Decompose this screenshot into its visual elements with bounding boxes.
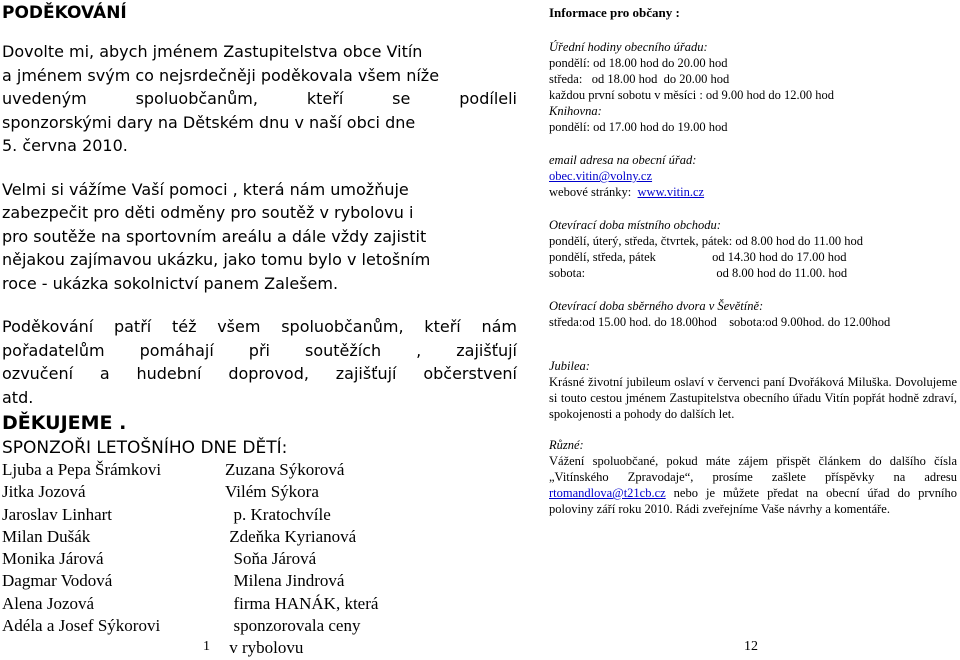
misc-text: Vážení spoluobčané, pokud máte zájem přispět článkem do dalšího čísla „Vitínského Zpravodaje“, prosíme zašlete příspěvky na adresu rtomandlova@t21cb.cz nebo je můžete předat na obecní úřad do prvního poloviny září roku 2010. Rádi zveřejníme Vaše návrhy a komentáře. (549, 454, 957, 516)
support-paragraph (2, 178, 517, 296)
text-line: 5. června 2010. (2, 136, 128, 155)
sponsor-row: Milan Dušák Zdeňka Kyrianová (2, 526, 357, 546)
text-line: sponzorskými dary na Dětském dnu v naší obci dne (2, 112, 416, 132)
jubilee-text: Krásné životní jubileum oslaví v červenci paní Dvořáková Miluška. Dovolujeme si touto cestou jménem Zastupitelstva obecního úřadu Vitín popřát hodně zdraví, spokojenosti a pohody do dalších let. (549, 375, 957, 421)
office-hours-line: středa: od 18.00 hod do 20.00 hod (549, 72, 730, 86)
text-line: pro soutěže na sportovním areálu a dále vždy zajistit (2, 226, 427, 246)
office-hours-section (549, 39, 957, 135)
sponsor-row: Jitka Jozová Vilém Sýkora (2, 482, 319, 502)
page-number-right: 12 (744, 639, 758, 654)
waste-yard-heading: Otevírací doba sběrného dvora v Ševětíně: (549, 299, 764, 313)
office-hours-heading: Úřední hodiny obecního úřadu: (549, 40, 708, 54)
intro-paragraph (2, 40, 517, 158)
shop-hours-line: pondělí, úterý, středa, čtvrtek, pátek: od 8.00 hod do 11.00 hod (549, 234, 864, 248)
text-line: Dovolte mi, abych jménem Zastupitelstva obce Vitín (2, 42, 423, 61)
left-column (2, 0, 517, 660)
sponsors-heading: SPONZOŘI LETOŠNÍHO DNE DĚTÍ: (2, 438, 288, 458)
sponsor-row: Dagmar Vodová Milena Jindrová (2, 571, 345, 591)
shop-section (549, 217, 957, 281)
website-link[interactable]: www.vitin.cz (637, 185, 705, 199)
sponsor-row: Adéla a Josef Sýkorovi sponzorovala ceny (2, 616, 361, 636)
web-label: webové stránky: (549, 185, 638, 199)
text-line: Velmi si vážíme Vaší pomoci , která nám umožňuje (2, 179, 409, 199)
waste-yard-hours-line: středa:od 15.00 hod. do 18.00hod sobota:od 9.00hod. do 12.00hod (549, 315, 891, 329)
info-title: Informace pro občany : (549, 5, 680, 20)
text-line: a jménem svým co nejsrdečněji poděkovala všem níže (2, 65, 440, 85)
misc-section (549, 437, 957, 517)
email-heading: email adresa na obecní úřad: (549, 153, 697, 167)
thanks-heading: DĚKUJEME . (2, 412, 127, 434)
text-line: uvedeným spoluobčanům, kteří se podíleli (2, 89, 517, 108)
text-line: nějakou zajímavou ukázku, jako tomu bylo v letošním (2, 250, 431, 269)
page-title: PODĚKOVÁNÍ (2, 3, 127, 23)
sponsor-row: Alena Jozová firma HANÁK, která (2, 593, 379, 613)
page-number-left: 1 (203, 639, 210, 654)
sponsor-row: v rybolovu (225, 638, 304, 658)
text-line: atd. (2, 387, 34, 407)
right-column (549, 0, 957, 517)
shop-hours-line: pondělí, středa, pátek od 14.30 hod do 17.00 hod (549, 250, 847, 264)
library-hours-line: pondělí: od 17.00 hod do 19.00 hod (549, 120, 728, 134)
contact-section (549, 152, 957, 200)
waste-yard-section (549, 298, 957, 330)
helpers-paragraph (2, 315, 517, 409)
sponsor-row: Jaroslav Linhart p. Kratochvíle (2, 504, 331, 524)
jubilee-section (549, 358, 957, 422)
text-line: roce - ukázka sokolnictví panem Zalešem. (2, 273, 339, 293)
sponsor-row: Monika Járová Soňa Járová (2, 549, 317, 569)
misc-heading: Různé: (549, 438, 584, 452)
sponsor-row: Ljuba a Pepa Šrámkovi Zuzana Sýkorová (2, 460, 345, 479)
office-hours-line: pondělí: od 18.00 hod do 20.00 hod (549, 56, 728, 70)
jubilee-heading: Jubilea: (549, 359, 590, 373)
shop-hours-heading: Otevírací doba místního obchodu: (549, 218, 721, 232)
text-line: zabezpečit pro děti odměny pro soutěž v rybolovu i (2, 203, 414, 222)
library-heading: Knihovna: (549, 104, 602, 118)
office-hours-line: každou první sobotu v měsíci : od 9.00 hod do 12.00 hod (549, 88, 835, 102)
submission-email-link[interactable]: rtomandlova@t21cb.cz (549, 486, 666, 500)
text-line: pořadatelům pomáhají při soutěžích , zajišťují (2, 340, 517, 360)
text-line: ozvučení a hudební doprovod, zajišťují občerstvení (2, 364, 517, 383)
sponsors-list (2, 459, 517, 660)
text-line: Poděkování patří též všem spoluobčanům, kteří nám (2, 317, 517, 336)
email-link[interactable]: obec.vitin@volny.cz (549, 169, 653, 183)
shop-hours-line: sobota: od 8.00 hod do 11.00. hod (549, 266, 848, 280)
